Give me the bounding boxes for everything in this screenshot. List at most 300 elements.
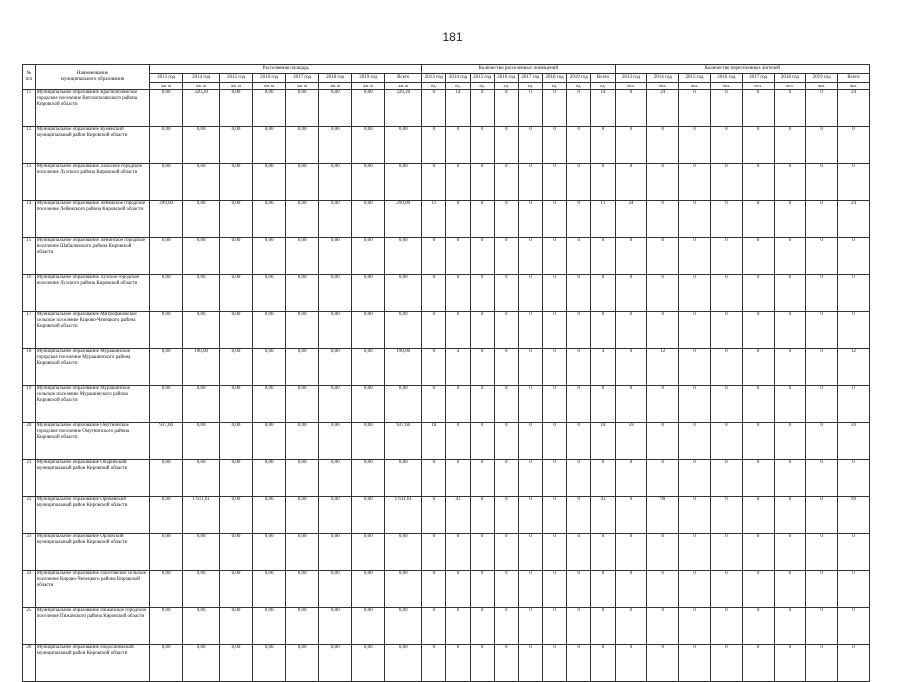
year-header: 2013 год (615, 74, 647, 83)
people-cell: 0 (615, 386, 647, 423)
area-cell: 0,00 (220, 127, 253, 164)
header-num-label: № (26, 71, 32, 76)
table-row (23, 201, 870, 238)
people-cell: 0 (806, 238, 838, 275)
rooms-cell: 0 (470, 386, 494, 423)
unit-header: чел. (742, 83, 774, 90)
area-cell: 0,00 (150, 608, 183, 645)
row-number: 14 (23, 201, 36, 238)
header-name-sub: муниципального образования (60, 77, 125, 82)
rooms-cell: 43 (591, 497, 615, 534)
people-cell: 0 (774, 386, 806, 423)
area-cell: 0,00 (286, 90, 319, 127)
municipality-name: Муниципальное образование Кумёнский муниципальный район Кировской области (35, 127, 149, 164)
people-cell: 0 (742, 90, 774, 127)
people-cell: 0 (710, 127, 742, 164)
area-cell: 0,00 (183, 201, 220, 238)
rooms-cell: 0 (518, 349, 542, 386)
area-cell: 0,00 (319, 534, 352, 571)
municipality-name: Муниципальное образование Краснополянское городское поселение Вятскополянского района Кировской области (35, 90, 149, 127)
unit-header: чел. (710, 83, 742, 90)
year-header: 2019 год (806, 74, 838, 83)
people-cell: 0 (742, 127, 774, 164)
people-cell: 0 (710, 460, 742, 497)
year-header: 2015 год (220, 74, 253, 83)
unit-header: кв. м (385, 83, 422, 90)
rooms-cell: 0 (591, 608, 615, 645)
rooms-cell: 0 (422, 164, 446, 201)
rooms-cell: 0 (494, 312, 518, 349)
area-cell: 190,00 (385, 349, 422, 386)
people-cell: 0 (742, 460, 774, 497)
rooms-cell: 0 (591, 275, 615, 312)
people-cell: 0 (806, 275, 838, 312)
area-cell: 0,00 (319, 423, 352, 460)
rooms-cell: 0 (446, 275, 470, 312)
rooms-cell: 0 (422, 608, 446, 645)
rooms-cell: 0 (494, 386, 518, 423)
unit-header: ед. (446, 83, 470, 90)
rooms-cell: 0 (494, 164, 518, 201)
rooms-cell: 0 (446, 164, 470, 201)
area-cell: 0,00 (319, 275, 352, 312)
rooms-cell: 0 (470, 423, 494, 460)
people-cell: 0 (806, 312, 838, 349)
area-cell: 0,00 (183, 275, 220, 312)
unit-header: ед. (422, 83, 446, 90)
table-row (23, 238, 870, 275)
area-cell: 0,00 (253, 386, 286, 423)
area-cell: 0,00 (286, 312, 319, 349)
unit-header: чел. (806, 83, 838, 90)
area-cell: 0,00 (253, 571, 286, 608)
area-cell: 0,00 (220, 275, 253, 312)
rooms-cell: 0 (543, 164, 567, 201)
rooms-cell: 0 (543, 534, 567, 571)
people-cell: 0 (710, 312, 742, 349)
people-cell: 0 (838, 275, 870, 312)
table-row (23, 312, 870, 349)
area-cell: 0,00 (352, 608, 385, 645)
rooms-cell: 0 (446, 238, 470, 275)
area-cell: 320,20 (183, 90, 220, 127)
rooms-cell: 0 (567, 571, 591, 608)
people-cell: 24 (838, 201, 870, 238)
people-cell: 0 (710, 90, 742, 127)
year-header: 2013 год (150, 74, 183, 83)
rooms-cell: 0 (494, 275, 518, 312)
people-cell: 0 (838, 312, 870, 349)
rooms-cell: 0 (591, 645, 615, 682)
area-cell: 0,00 (183, 312, 220, 349)
people-cell: 0 (615, 571, 647, 608)
people-cell: 0 (710, 423, 742, 460)
year-header: 2016 год (494, 74, 518, 83)
rooms-cell: 0 (518, 164, 542, 201)
area-cell: 0,00 (183, 238, 220, 275)
rooms-cell: 11 (422, 201, 446, 238)
rooms-cell: 0 (567, 608, 591, 645)
people-cell: 0 (647, 423, 679, 460)
rooms-cell: 0 (422, 534, 446, 571)
rooms-cell: 0 (591, 534, 615, 571)
area-cell: 0,00 (352, 349, 385, 386)
municipality-name: Муниципальное образование Подосиновский муниципальный район Кировской области (35, 645, 149, 682)
people-cell: 0 (615, 460, 647, 497)
people-cell: 0 (838, 460, 870, 497)
people-cell: 0 (615, 275, 647, 312)
year-header: 2018 год (319, 74, 352, 83)
area-cell: 0,00 (150, 497, 183, 534)
rooms-cell: 0 (591, 386, 615, 423)
people-cell: 0 (838, 534, 870, 571)
people-cell: 0 (742, 164, 774, 201)
area-cell: 0,00 (150, 275, 183, 312)
rooms-cell: 0 (470, 645, 494, 682)
rooms-cell: 0 (422, 312, 446, 349)
rooms-cell: 0 (470, 90, 494, 127)
row-number: 13 (23, 164, 36, 201)
municipality-name: Муниципальное образование Пасеговское сельское поселение Кирово-Чепецкого района Кировской области (35, 571, 149, 608)
rooms-cell: 4 (446, 349, 470, 386)
year-header: Всего (838, 74, 870, 83)
people-cell: 24 (615, 201, 647, 238)
people-cell: 0 (615, 645, 647, 682)
rooms-cell: 0 (543, 127, 567, 164)
row-number: 11 (23, 90, 36, 127)
rooms-cell: 0 (567, 127, 591, 164)
rooms-cell: 0 (543, 201, 567, 238)
area-cell: 0,00 (286, 571, 319, 608)
row-number: 17 (23, 312, 36, 349)
area-cell: 299,00 (385, 201, 422, 238)
table-row (23, 460, 870, 497)
people-cell: 0 (647, 645, 679, 682)
rooms-cell: 0 (518, 386, 542, 423)
people-cell: 0 (615, 349, 647, 386)
rooms-cell: 0 (567, 201, 591, 238)
area-cell: 0,00 (319, 386, 352, 423)
area-cell: 0,00 (352, 127, 385, 164)
rooms-cell: 0 (470, 460, 494, 497)
rooms-cell: 0 (494, 238, 518, 275)
header-group-rooms: Количество расселенных помещений (422, 65, 615, 74)
municipality-name: Муниципальное образование Оричевский муниципальный район Кировской области (35, 497, 149, 534)
area-cell: 0,00 (319, 349, 352, 386)
people-cell: 0 (806, 164, 838, 201)
people-cell: 0 (742, 645, 774, 682)
people-cell: 0 (679, 201, 711, 238)
area-cell: 0,00 (253, 349, 286, 386)
table-row (23, 164, 870, 201)
people-cell: 0 (806, 497, 838, 534)
people-cell: 0 (774, 571, 806, 608)
rooms-cell: 0 (446, 312, 470, 349)
area-cell: 0,00 (319, 571, 352, 608)
area-cell: 0,00 (253, 497, 286, 534)
year-header: 2016 год (253, 74, 286, 83)
people-cell: 0 (806, 386, 838, 423)
people-cell: 0 (710, 201, 742, 238)
rooms-cell: 0 (518, 534, 542, 571)
area-cell: 0,00 (220, 460, 253, 497)
area-cell: 0,00 (183, 645, 220, 682)
rooms-cell: 0 (567, 386, 591, 423)
people-cell: 0 (615, 127, 647, 164)
rooms-cell: 0 (567, 460, 591, 497)
people-cell: 0 (679, 534, 711, 571)
rooms-cell: 0 (567, 238, 591, 275)
people-cell: 0 (742, 312, 774, 349)
rooms-cell: 0 (591, 571, 615, 608)
rooms-cell: 0 (543, 423, 567, 460)
people-cell: 0 (647, 534, 679, 571)
rooms-cell: 0 (494, 534, 518, 571)
area-cell: 0,00 (150, 312, 183, 349)
unit-header: кв. м (150, 83, 183, 90)
area-cell: 0,00 (253, 201, 286, 238)
people-cell: 0 (838, 571, 870, 608)
people-cell: 0 (679, 460, 711, 497)
rooms-cell: 0 (518, 201, 542, 238)
people-cell: 0 (838, 386, 870, 423)
rooms-cell: 0 (567, 275, 591, 312)
people-cell: 0 (774, 127, 806, 164)
rooms-cell: 0 (494, 349, 518, 386)
rooms-cell: 0 (567, 164, 591, 201)
area-cell: 0,00 (319, 460, 352, 497)
area-cell: 0,00 (183, 164, 220, 201)
municipality-name: Муниципальное образование Митрофановское сельское поселение Кирово-Чепецкого района Кировской области (35, 312, 149, 349)
area-cell: 299,00 (150, 201, 183, 238)
people-cell: 0 (774, 645, 806, 682)
area-cell: 0,00 (385, 238, 422, 275)
area-cell: 0,00 (253, 164, 286, 201)
people-cell: 0 (647, 571, 679, 608)
people-cell: 0 (679, 238, 711, 275)
people-cell: 0 (710, 386, 742, 423)
people-cell: 0 (838, 164, 870, 201)
area-cell: 0,00 (385, 386, 422, 423)
area-cell: 0,00 (352, 275, 385, 312)
people-cell: 0 (647, 608, 679, 645)
area-cell: 0,00 (150, 164, 183, 201)
row-number: 24 (23, 571, 36, 608)
header-units-row (23, 83, 870, 90)
rooms-cell: 0 (518, 90, 542, 127)
area-cell: 0,00 (319, 608, 352, 645)
rooms-cell: 0 (422, 645, 446, 682)
row-number: 21 (23, 460, 36, 497)
rooms-cell: 0 (470, 497, 494, 534)
table-body (23, 90, 870, 682)
rooms-cell: 0 (470, 608, 494, 645)
year-header: 2015 год (470, 74, 494, 83)
area-cell: 0,00 (352, 90, 385, 127)
people-cell: 0 (710, 645, 742, 682)
people-cell: 0 (679, 312, 711, 349)
area-cell: 0,00 (319, 312, 352, 349)
people-cell: 0 (679, 571, 711, 608)
rooms-cell: 18 (422, 423, 446, 460)
people-cell: 0 (742, 238, 774, 275)
table-row (23, 608, 870, 645)
row-number: 15 (23, 238, 36, 275)
header-num (23, 65, 36, 90)
area-cell: 0,00 (385, 164, 422, 201)
people-cell: 0 (710, 349, 742, 386)
people-cell: 0 (806, 534, 838, 571)
unit-header: кв. м (220, 83, 253, 90)
header-num-sub: п/п (25, 77, 33, 82)
rooms-cell: 0 (567, 534, 591, 571)
table-row (23, 423, 870, 460)
people-cell: 0 (806, 571, 838, 608)
rooms-cell: 0 (591, 312, 615, 349)
area-cell: 0,00 (385, 534, 422, 571)
area-cell: 0,00 (286, 386, 319, 423)
rooms-cell: 0 (470, 201, 494, 238)
area-cell: 0,00 (385, 127, 422, 164)
rooms-cell: 0 (518, 127, 542, 164)
people-cell: 0 (774, 423, 806, 460)
people-cell: 0 (742, 386, 774, 423)
area-cell: 0,00 (150, 534, 183, 571)
area-cell: 937,60 (385, 423, 422, 460)
people-cell: 0 (615, 608, 647, 645)
rooms-cell: 0 (422, 349, 446, 386)
rooms-cell: 0 (543, 386, 567, 423)
area-cell: 0,00 (253, 608, 286, 645)
rooms-cell: 0 (518, 497, 542, 534)
rooms-cell: 0 (422, 275, 446, 312)
year-header: 2019 год (567, 74, 591, 83)
people-cell: 0 (647, 164, 679, 201)
unit-header: ед. (470, 83, 494, 90)
people-cell: 0 (774, 201, 806, 238)
area-cell: 0,00 (352, 460, 385, 497)
people-cell: 0 (679, 164, 711, 201)
people-cell: 0 (615, 534, 647, 571)
people-cell: 0 (774, 608, 806, 645)
people-cell: 0 (806, 423, 838, 460)
people-cell: 0 (679, 608, 711, 645)
people-cell: 0 (679, 349, 711, 386)
rooms-cell: 0 (494, 460, 518, 497)
rooms-cell: 0 (446, 386, 470, 423)
rooms-cell: 0 (518, 423, 542, 460)
header-group-people: Количество переселенных жителей (615, 65, 869, 74)
area-cell: 0,00 (319, 127, 352, 164)
row-number: 16 (23, 275, 36, 312)
people-cell: 0 (679, 497, 711, 534)
rooms-cell: 0 (494, 571, 518, 608)
rooms-cell: 0 (518, 460, 542, 497)
unit-header: кв. м (183, 83, 220, 90)
people-cell: 0 (774, 238, 806, 275)
unit-header: кв. м (286, 83, 319, 90)
area-cell: 0,00 (286, 275, 319, 312)
rooms-cell: 0 (470, 534, 494, 571)
area-cell: 0,00 (220, 423, 253, 460)
area-cell: 0,00 (220, 386, 253, 423)
rooms-cell: 0 (494, 201, 518, 238)
area-cell: 0,00 (150, 460, 183, 497)
people-cell: 0 (647, 127, 679, 164)
rooms-cell: 0 (446, 608, 470, 645)
area-cell: 0,00 (150, 571, 183, 608)
rooms-cell: 0 (567, 645, 591, 682)
table-row (23, 275, 870, 312)
area-cell: 0,00 (385, 460, 422, 497)
area-cell: 0,00 (183, 127, 220, 164)
rooms-cell: 0 (567, 312, 591, 349)
people-cell: 12 (838, 349, 870, 386)
row-number: 25 (23, 608, 36, 645)
people-cell: 0 (774, 275, 806, 312)
rooms-cell: 0 (543, 238, 567, 275)
rooms-cell: 0 (470, 164, 494, 201)
table-row (23, 534, 870, 571)
people-cell: 0 (742, 534, 774, 571)
people-cell: 0 (647, 460, 679, 497)
year-header: Всего (385, 74, 422, 83)
people-cell: 0 (710, 608, 742, 645)
year-header: 2014 год (647, 74, 679, 83)
unit-header: ед. (518, 83, 542, 90)
people-cell: 0 (774, 534, 806, 571)
rooms-cell: 0 (518, 275, 542, 312)
area-cell: 0,00 (319, 238, 352, 275)
area-cell: 0,00 (385, 275, 422, 312)
area-cell: 0,00 (220, 164, 253, 201)
area-cell: 0,00 (352, 386, 385, 423)
table-row (23, 90, 870, 127)
area-cell: 0,00 (286, 238, 319, 275)
rooms-cell: 0 (518, 238, 542, 275)
people-cell: 0 (679, 127, 711, 164)
area-cell: 1 611,61 (183, 497, 220, 534)
rooms-cell: 43 (446, 497, 470, 534)
area-cell: 0,00 (253, 423, 286, 460)
area-cell: 0,00 (253, 534, 286, 571)
area-cell: 0,00 (352, 645, 385, 682)
year-header: 2013 год (422, 74, 446, 83)
rooms-cell: 0 (518, 608, 542, 645)
rooms-cell: 0 (422, 386, 446, 423)
people-cell: 0 (679, 90, 711, 127)
unit-header: ед. (567, 83, 591, 90)
rooms-cell: 0 (567, 349, 591, 386)
table-row (23, 349, 870, 386)
people-cell: 24 (838, 90, 870, 127)
area-cell: 0,00 (220, 571, 253, 608)
table-row (23, 127, 870, 164)
area-cell: 320,20 (385, 90, 422, 127)
people-cell: 0 (774, 312, 806, 349)
people-cell: 0 (838, 238, 870, 275)
rooms-cell: 0 (543, 571, 567, 608)
area-cell: 190,00 (183, 349, 220, 386)
area-cell: 0,00 (253, 460, 286, 497)
people-cell: 0 (615, 90, 647, 127)
rooms-cell: 0 (446, 201, 470, 238)
area-cell: 0,00 (385, 608, 422, 645)
rooms-cell: 0 (422, 497, 446, 534)
area-cell: 0,00 (352, 312, 385, 349)
area-cell: 0,00 (220, 608, 253, 645)
area-cell: 0,00 (220, 645, 253, 682)
